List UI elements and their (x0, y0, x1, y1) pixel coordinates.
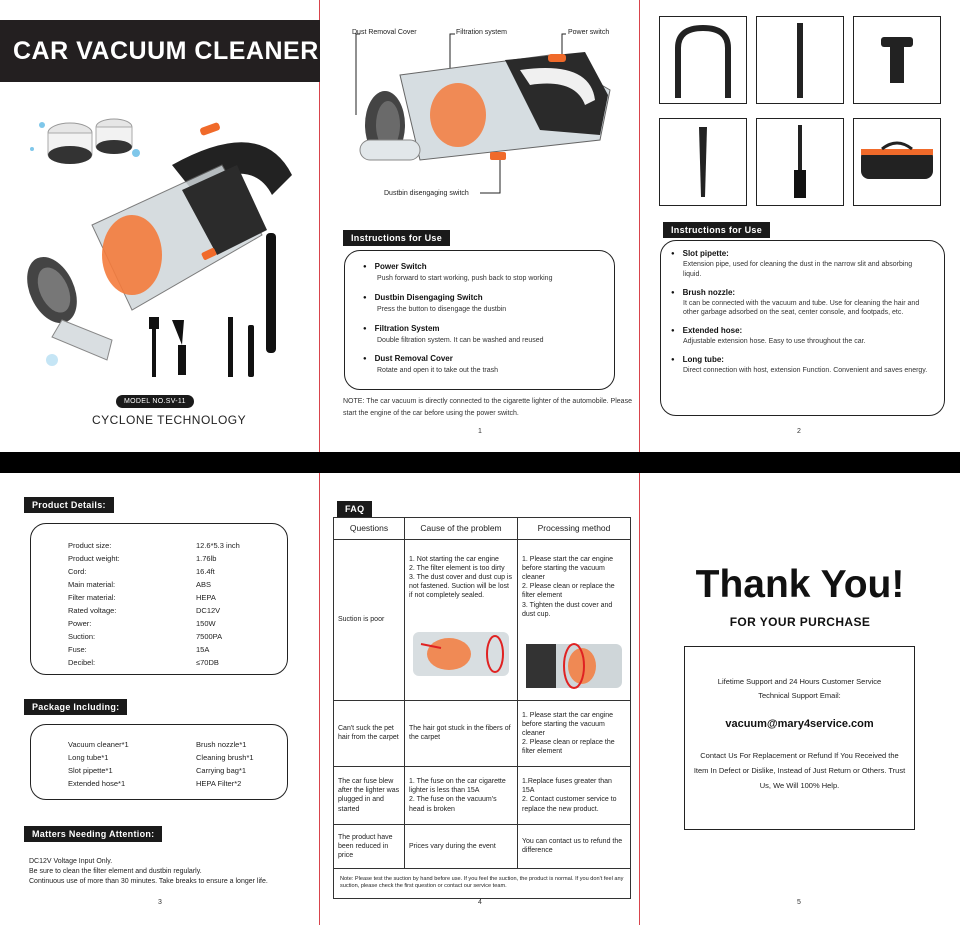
accessory-title: ● Brush nozzle: (671, 288, 932, 297)
support-email[interactable]: vacuum@mary4service.com (725, 718, 874, 730)
page-number: 5 (797, 899, 801, 906)
instr-title: ● Power Switch (363, 262, 614, 271)
detail-row: Filter material: HEPA (68, 593, 216, 602)
detail-row: Product size: 12.6*5.3 inch (68, 541, 240, 550)
faq-title-tag: FAQ (337, 501, 372, 517)
note-text: NOTE: The car vacuum is directly connected to the cigarette lighter of the automobile. Please start the engine of the car before using the power switch. (343, 398, 632, 417)
detail-row: Main material: ABS (68, 580, 212, 589)
extended-hose-thumb (659, 16, 747, 104)
label-filtration: Filtration system (456, 29, 507, 36)
instr-desc: Press the button to disengage the dustbin (377, 305, 507, 313)
accessory-title: ● Long tube: (671, 355, 932, 364)
brush-nozzle-icon (877, 35, 917, 85)
faq-cause: Prices vary during the event (405, 824, 518, 868)
contact-text: Contact Us For Replacement or Refund If You Received the Item In Defect or Dislike, Instead of Just Return or Others. Trust Us, We Will 100% Help. (693, 751, 906, 790)
faq-question: The product have been reduced in price (334, 824, 405, 868)
faq-table (333, 517, 631, 899)
label-dust-cover: Dust Removal Cover (352, 29, 417, 36)
long-tube-icon (790, 23, 810, 98)
brush-nozzle-thumb (853, 16, 941, 104)
faq-header-row (334, 518, 631, 540)
hepa-filter-icon (30, 119, 140, 164)
purchase-subheading: FOR YOUR PURCHASE (729, 615, 871, 629)
carrying-bag-icon (857, 137, 937, 187)
faq-cause: 1. The fuse on the car cigarette lighter is less than 15A 2. The fuse on the vacuum's head is broken (405, 766, 518, 824)
support-box (684, 646, 915, 830)
faq-question: Can't suck the pet hair from the carpet (334, 700, 405, 766)
page-number: 1 (478, 428, 482, 435)
attention-title-tag: Matters Needing Attention: (24, 826, 162, 842)
instr-desc: Rotate and open it to take out the trash (377, 367, 499, 375)
faq-note-row (334, 868, 631, 898)
long-tube-thumb (756, 16, 844, 104)
faq-question: Suction is poor (334, 540, 405, 701)
detail-row: Rated voltage: DC12V (68, 606, 221, 615)
faq-question: The car fuse blew after the lighter was plugged in and started (334, 766, 405, 824)
model-badge: MODEL NO.SV-11 (116, 395, 194, 408)
instr-title: ● Dustbin Disengaging Switch (363, 293, 614, 302)
faq-row (334, 766, 631, 824)
hose-icon (668, 23, 738, 98)
faq-method: 1. Please start the car engine before starting the vacuum cleaner 2. Please clean or replace the filter element 3. Tighten the dust cover and dust cup. (518, 540, 631, 701)
package-item: Carrying bag*1 (196, 766, 247, 775)
accessory-desc: Adjustable extension hose. Easy to use throughout the car. (683, 338, 866, 346)
attention-item: Continuous use of more than 30 minutes. Take breaks to ensure a longer life. (29, 878, 268, 885)
faq-note: Note: Please test the suction by hand before use. If you feel the suction, the product is normal. If you don't feel any suction, please check the first question or contact our service team. (334, 868, 631, 898)
page-divider (639, 473, 640, 925)
page-divider (639, 0, 640, 452)
page-divider (319, 473, 320, 925)
attention-list (29, 857, 268, 887)
accessory-desc: Direct connection with host, extension Function. Convenient and saves energy. (683, 366, 928, 374)
detail-row: Decibel: ≤70DB (68, 658, 219, 667)
detail-row: Product weight: 1.76lb (68, 554, 217, 563)
package-item: Extended hose*1 (68, 779, 126, 788)
faq-method: 1. Please start the car engine before starting the vacuum cleaner 2. Please clean or replace the filter element (518, 700, 631, 766)
instructions-title-tag: Instructions for Use (343, 230, 450, 246)
package-item: Cleaning brush*1 (196, 753, 254, 762)
package-item: Long tube*1 (68, 753, 109, 762)
package-item: Brush nozzle*1 (196, 740, 247, 749)
accessory-desc: It can be connected with the vacuum and tube. Use for cleaning the hair and other garbage adsorbed on the seat, center console, and footpads, etc. (683, 299, 920, 317)
vacuum-detail-image (409, 622, 513, 682)
details-box (30, 523, 288, 675)
faq-header: Cause of the problem (405, 518, 518, 540)
detail-row: Power: 150W (68, 619, 216, 628)
page-divider-bar (0, 452, 960, 473)
vacuum-detail-image (522, 634, 626, 694)
package-title-tag: Package Including: (24, 699, 127, 715)
vacuum-diagram (340, 30, 630, 200)
instr-title: ● Dust Removal Cover (363, 354, 614, 363)
thank-you-heading: Thank You! (695, 563, 905, 606)
package-item: Vacuum cleaner*1 (68, 740, 129, 749)
slot-pipette-thumb (659, 118, 747, 206)
package-item: Slot pipette*1 (68, 766, 113, 775)
attention-item: Be sure to clean the filter element and dustbin regularly. (29, 868, 202, 875)
package-item: HEPA Filter*2 (196, 779, 242, 788)
instructions-box (344, 250, 615, 390)
cleaning-brush-icon (790, 125, 810, 200)
accessory-box (660, 240, 945, 416)
instr-desc: Push forward to start working, push back to stop working (377, 275, 553, 282)
cleaning-brush-thumb (756, 118, 844, 206)
faq-row (334, 824, 631, 868)
instr-desc: Double filtration system. It can be washed and reused (377, 336, 544, 344)
detail-row: Cord: 16.4ft (68, 567, 215, 576)
faq-cause: The hair got stuck in the fibers of the carpet (405, 700, 518, 766)
carrying-bag-thumb (853, 118, 941, 206)
instr-title: ● Filtration System (363, 324, 614, 333)
detail-row: Suction: 7500PA (68, 632, 223, 641)
detail-row: Fuse: 15A (68, 645, 210, 654)
accessory-title: ● Extended hose: (671, 326, 932, 335)
label-power: Power switch (568, 29, 610, 36)
faq-row (334, 540, 631, 701)
slot-pipette-icon (693, 127, 713, 197)
page-number: 2 (797, 428, 801, 435)
cover-title: CAR VACUUM CLEANER (0, 20, 320, 82)
page-number: 3 (158, 899, 162, 906)
package-box (30, 724, 288, 800)
details-title-tag: Product Details: (24, 497, 114, 513)
label-dustbin: Dustbin disengaging switch (384, 190, 469, 197)
faq-header: Processing method (518, 518, 631, 540)
tagline: CYCLONE TECHNOLOGY (92, 413, 247, 427)
instructions-title-tag: Instructions for Use (663, 222, 770, 238)
support-text: Lifetime Support and 24 Hours Customer Service Technical Support Email: (717, 677, 882, 700)
faq-method: You can contact us to refund the difference (518, 824, 631, 868)
attention-item: DC12V Voltage Input Only. (29, 858, 113, 865)
accessory-desc: Extension pipe, used for cleaning the dust in the narrow slit and absorbing liquid. (683, 261, 913, 278)
faq-row (334, 700, 631, 766)
faq-header: Questions (334, 518, 405, 540)
faq-cause: 1. Not starting the car engine 2. The filter element is too dirty 3. The dust cover and dust cup is not fastened. Suction will be lost if not completely sealed. (405, 540, 518, 701)
accessory-title: ● Slot pipette: (671, 249, 932, 258)
vacuum-product-illustration (22, 105, 312, 380)
page-number: 4 (478, 899, 482, 906)
faq-method: 1.Replace fuses greater than 15A 2. Contact customer service to replace the new product. (518, 766, 631, 824)
